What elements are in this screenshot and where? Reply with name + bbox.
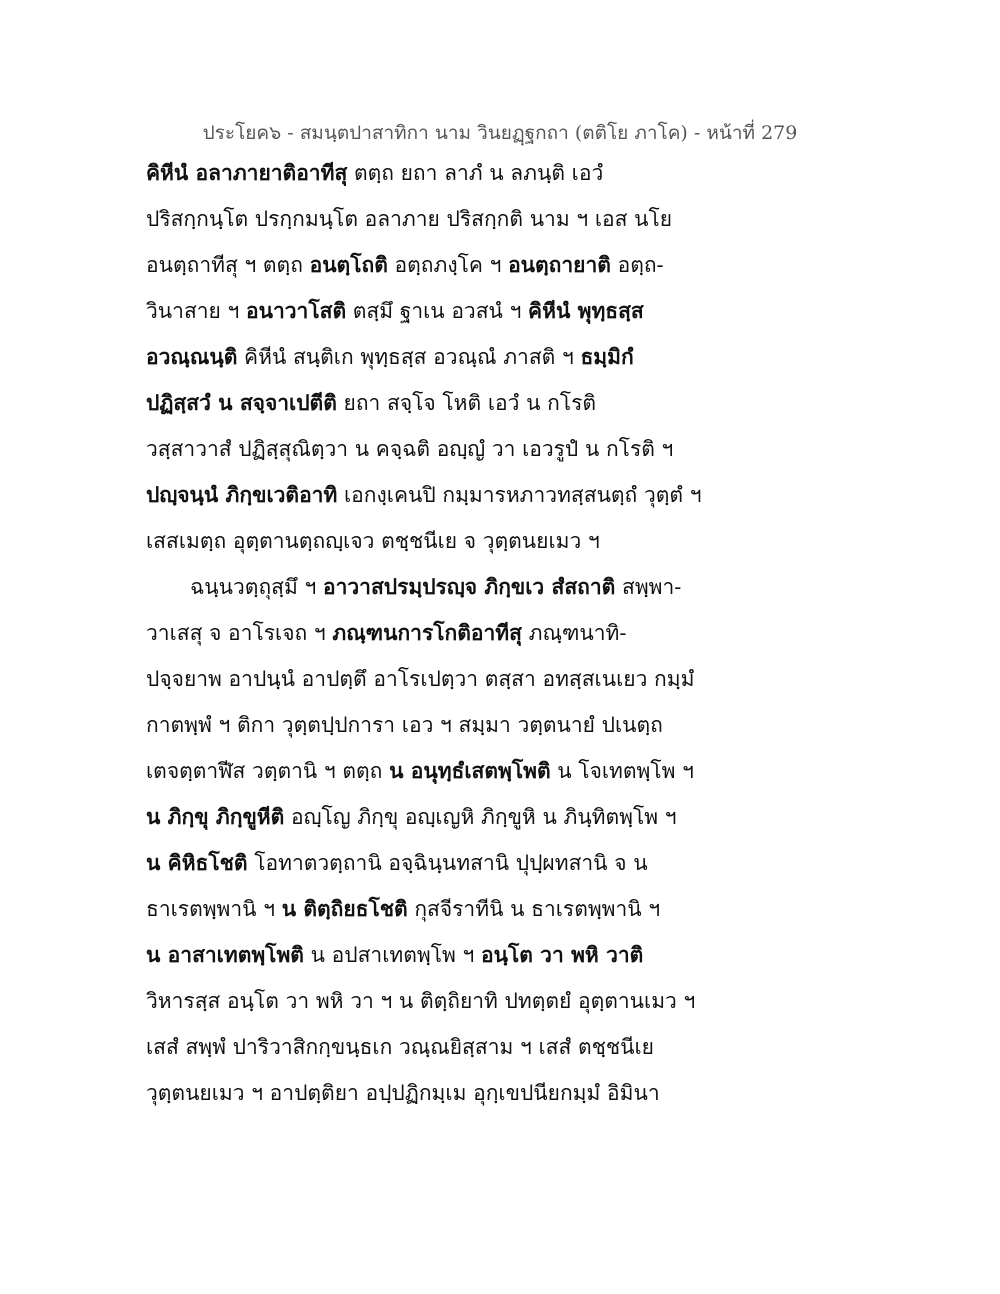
text-segment: ภณฺฑนาทิ- xyxy=(521,621,627,645)
text-line xyxy=(146,196,706,242)
text-line xyxy=(146,932,706,978)
text-segment: เสสํ สพฺพํ ปาริวาสิกกฺขนฺธเก วณฺณยิสฺสาม ฯ เสสํ ตชฺชนีเย xyxy=(146,1035,654,1059)
bold-term: อนาวาโสติ xyxy=(246,298,347,323)
text-line xyxy=(146,472,706,518)
text-segment: ปจฺจยาพ อาปนฺนํ อาปตฺตึ อาโรเปตฺวา ตสฺสา อทสฺสเนเยว กมฺมํ xyxy=(146,667,695,691)
bold-term: ธมฺมิกํ xyxy=(580,344,634,369)
bold-term: คิหีนํ อลาภายาติอาทีสุ xyxy=(146,160,348,185)
text-segment: อญฺโญ ภิกฺขุ อญฺเญหิ ภิกฺขูหิ น ภินฺทิตพฺโพ ฯ xyxy=(284,805,677,829)
bold-term: น อาสาเทตพฺโพติ xyxy=(146,942,304,967)
bold-term: น ติตฺถิยธโชติ xyxy=(281,896,408,921)
text-segment: โอทาตวตฺถานิ อจฺฉินฺนทสานิ ปุปฺผทสานิ จ น xyxy=(247,851,648,875)
text-line xyxy=(146,794,706,840)
text-segment: วสฺสาวาสํ ปฏิสฺสุณิตฺวา น คจฺฉติ อญฺญํ วา เอวรูปํ น กโรติ ฯ xyxy=(146,437,674,461)
text-line xyxy=(146,150,706,196)
bold-term: ภณฺฑนการโกติอาทีสุ xyxy=(332,620,522,645)
text-segment: สพฺพา- xyxy=(615,575,682,599)
text-segment: น โจเทตพฺโพ ฯ xyxy=(550,759,694,783)
text-segment: ธาเรตพฺพานิ ฯ xyxy=(146,897,282,921)
text-segment: เตจตฺตาฬีส วตฺตานิ ฯ ตตฺถ xyxy=(146,759,390,783)
text-segment: ตตฺถ ยถา ลาภํ น ลภนฺติ เอวํ xyxy=(347,161,604,185)
bold-term: อนตฺถายาติ xyxy=(508,252,611,277)
text-segment: วุตฺตนยเมว ฯ อาปตฺติยา อปฺปฏิกมฺเม อุกฺเขปนียกมฺมํ อิมินา xyxy=(146,1081,660,1105)
text-segment: วิหารสฺส อนฺโต วา พหิ วา ฯ น ติตฺถิยาทิ ปทตฺตยํ อุตฺตานเมว ฯ xyxy=(146,989,696,1013)
text-segment: ปริสกฺกนฺโต ปรกฺกมนฺโต อลาภาย ปริสกฺกติ นาม ฯ เอส นโย xyxy=(146,207,673,231)
text-segment: เสสเมตฺถ อุตฺตานตฺถญฺเจว ตชฺชนีเย จ วุตฺตนยเมว ฯ xyxy=(146,529,600,553)
document-body xyxy=(146,150,706,1116)
text-segment: กุสจีราทีนิ น ธาเรตพฺพานิ ฯ xyxy=(407,897,661,921)
bold-term: คิหีนํ พุทฺธสฺส xyxy=(528,298,644,323)
text-line xyxy=(146,564,706,610)
text-segment: กาตพฺพํ ฯ ติกา วุตฺตปฺปการา เอว ฯ สมฺมา วตฺตนายํ ปเนตฺถ xyxy=(146,713,663,737)
text-line xyxy=(146,656,706,702)
text-line xyxy=(146,426,706,472)
text-segment: เอกงฺเคนปิ กมฺมารหภาวทสฺสนตฺถํ วุตฺตํ ฯ xyxy=(337,483,702,507)
bold-term: อาวาสปรมฺปรญฺจ ภิกฺขเว สํสถาติ xyxy=(322,574,616,599)
page-header: ประโยค๖ - สมนฺตปาสาทิกา นาม วินยฏฺฐกถา (ตติโย ภาโค) - หน้าที่ 279 xyxy=(202,122,798,144)
text-segment: อตฺถภงฺโค ฯ xyxy=(387,253,509,277)
text-line xyxy=(146,610,706,656)
bold-term: อวณฺณนฺติ xyxy=(146,344,238,369)
text-segment: ฉนฺนวตฺถุสฺมึ ฯ xyxy=(190,575,323,599)
text-line xyxy=(146,702,706,748)
bold-term: น ภิกฺขุ ภิกฺขูหีติ xyxy=(146,804,285,829)
text-line xyxy=(146,1024,706,1070)
text-line xyxy=(146,242,706,288)
text-line xyxy=(146,1070,706,1116)
bold-term: น อนุทฺธํเสตพฺโพติ xyxy=(389,758,551,783)
text-segment: ตสฺมึ ฐาเน อวสนํ ฯ xyxy=(346,299,529,323)
bold-term: อนตฺโถติ xyxy=(309,252,388,277)
bold-term: อนฺโต วา พหิ วาติ xyxy=(480,942,644,967)
bold-term: น คิหิธโชติ xyxy=(146,850,248,875)
text-segment: คิหีนํ สนฺติเก พุทฺธสฺส อวณฺณํ ภาสติ ฯ xyxy=(237,345,581,369)
text-line xyxy=(146,518,706,564)
text-line xyxy=(146,978,706,1024)
text-segment: วาเสสุ จ อาโรเจถ ฯ xyxy=(146,621,333,645)
text-line xyxy=(146,334,706,380)
bold-term: ปญฺจนฺนํ ภิกฺขเวติอาทิ xyxy=(146,482,338,507)
text-line xyxy=(146,380,706,426)
text-line xyxy=(146,748,706,794)
text-segment: อนตฺถาทีสุ ฯ ตตฺถ xyxy=(146,253,310,277)
text-line xyxy=(146,288,706,334)
text-segment: น อปสาเทตพฺโพ ฯ xyxy=(303,943,481,967)
text-segment: ยถา สจฺโจ โหติ เอวํ น กโรติ xyxy=(336,391,597,415)
text-line xyxy=(146,840,706,886)
text-segment: อตฺถ- xyxy=(610,253,664,277)
text-segment: วินาสาย ฯ xyxy=(146,299,246,323)
bold-term: ปฏิสฺสวํ น สจฺจาเปตีติ xyxy=(146,390,337,415)
text-line xyxy=(146,886,706,932)
